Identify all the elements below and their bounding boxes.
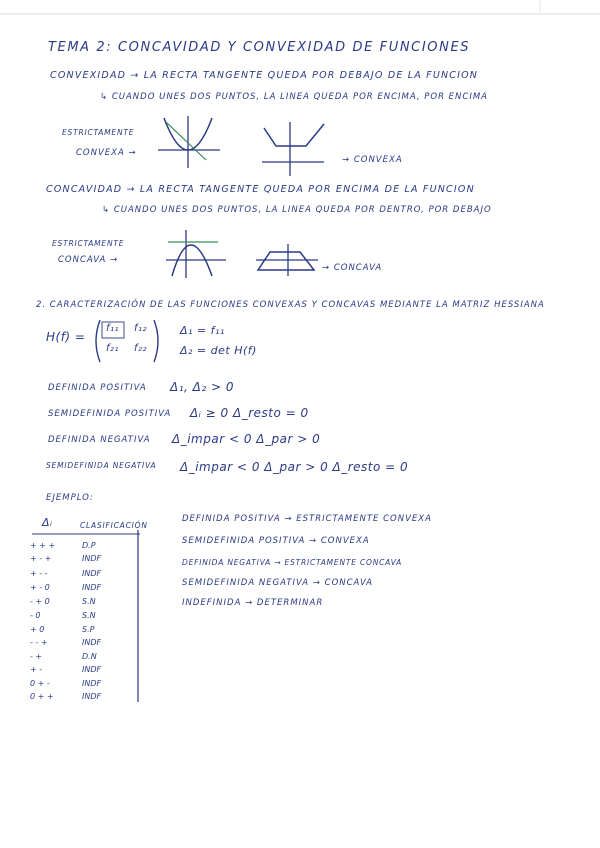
def-label-4: SEMIDEFINIDA NEGATIVA [46,461,157,470]
page-title: TEMA 2: CONCAVIDAD Y CONVEXIDAD DE FUNCIONES [48,40,471,55]
strictly-concave-sketch [162,228,232,280]
left-bracket [96,320,100,362]
matrix-f11: f₁₁ [106,323,120,334]
summary-line-3: DEFINIDA NEGATIVA → ESTRICTAMENTE CONCAVA [182,558,403,567]
summary-line-5: INDEFINIDA → DETERMINAR [182,598,324,608]
concava-label-1: ESTRICTAMENTE [52,239,125,248]
right-bracket [154,320,158,362]
concave-sketch [252,242,322,278]
concave-polyline [258,252,314,270]
def-cond-1: Δ₁, Δ₂ > 0 [170,380,234,394]
convexa-label-2: CONVEXA → [76,148,137,158]
def-label-2: SEMIDEFINIDA POSITIVA [48,409,172,419]
summary-line-1: DEFINIDA POSITIVA → ESTRICTAMENTE CONVEXA [182,514,432,524]
hessiana-lhs: H(f) = [46,330,86,344]
convexa-label-1: ESTRICTAMENTE [62,128,135,137]
hessiana-heading: 2. CARACTERIZACIÓN DE LAS FUNCIONES CONVEXAS Y CONCAVAS MEDIANTE LA MATRIZ HESSIANA [36,300,545,310]
strictly-convex-sketch [150,112,230,172]
def-label-3: DEFINIDA NEGATIVA [48,435,151,445]
convexidad-note: ↳ CUANDO UNES DOS PUNTOS, LA LINEA QUEDA POR ENCIMA, POR ENCIMA [100,92,488,102]
convex-polyline [264,124,324,146]
hessian-matrix-brackets [92,318,162,364]
table-col-signs: Δᵢ [42,516,53,529]
summary-line-2: SEMIDEFINIDA POSITIVA → CONVEXA [182,536,370,546]
concavidad-note: ↳ CUANDO UNES DOS PUNTOS, LA LINEA QUEDA POR DENTRO, POR DEBAJO [102,205,492,215]
def-cond-2: Δᵢ ≥ 0 Δ_resto = 0 [190,406,309,420]
matrix-f12: f₁₂ [134,323,148,334]
def-cond-3: Δ_impar < 0 Δ_par > 0 [172,432,321,446]
table-col-class: CLASIFICACIÓN [80,521,148,530]
matrix-f22: f₂₂ [134,343,148,354]
convexidad-definition: CONVEXIDAD → LA RECTA TANGENTE QUEDA POR DEBAJO DE LA FUNCION [50,70,479,81]
concava-result: → CONCAVA [322,263,383,273]
delta2-def: Δ₂ = det H(f) [180,344,257,357]
delta1-def: Δ₁ = f₁₁ [180,324,225,337]
ejemplo-heading: EJEMPLO: [46,493,94,503]
concava-label-2: CONCAVA → [58,255,119,265]
summary-line-4: SEMIDEFINIDA NEGATIVA → CONCAVA [182,578,373,588]
def-cond-4: Δ_impar < 0 Δ_par > 0 Δ_resto = 0 [180,460,409,474]
matrix-f21: f₂₁ [106,343,120,354]
concavidad-definition: CONCAVIDAD → LA RECTA TANGENTE QUEDA POR ENCIMA DE LA FUNCION [46,184,475,195]
convex-sketch [258,120,338,180]
convexa-result: → CONVEXA [342,155,403,165]
def-label-1: DEFINIDA POSITIVA [48,383,147,393]
